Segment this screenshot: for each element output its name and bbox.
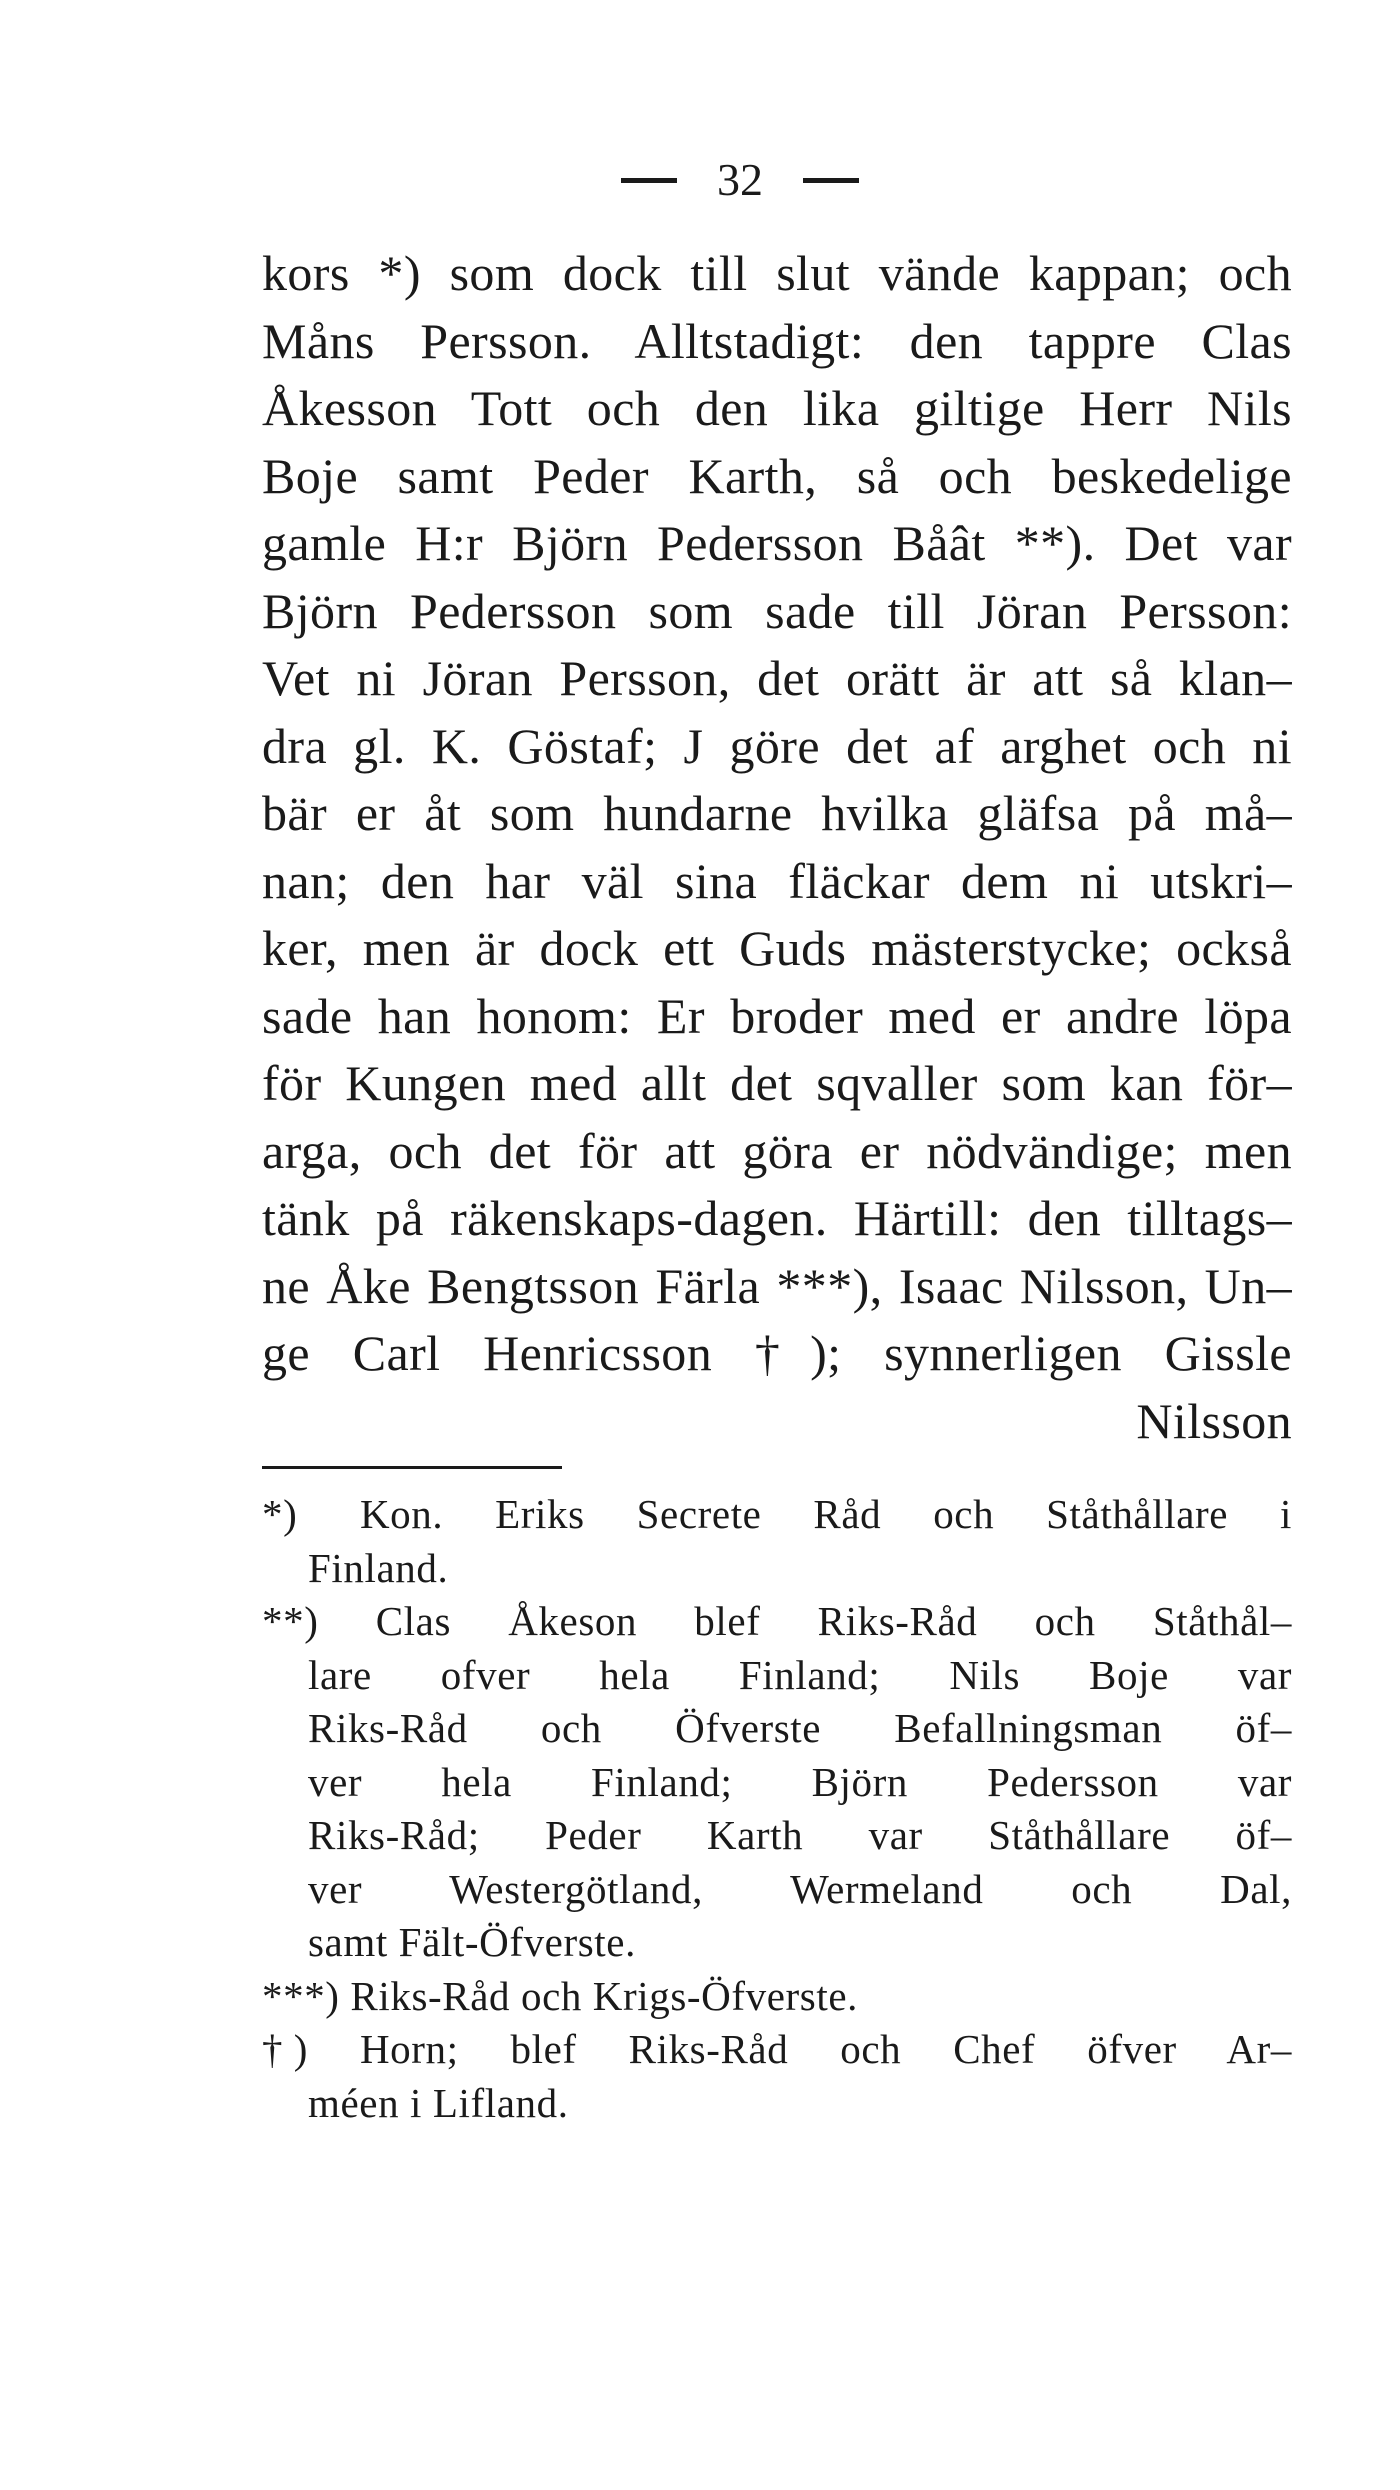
text-line: ker, men är dock ett Guds mästerstycke; också (262, 920, 1292, 976)
footnote-line: méen i Lifland. (308, 2079, 569, 2126)
text-line: ge Carl Henricsson †); synnerligen Gissle (262, 1325, 1292, 1381)
text-line: kors *) som dock till slut vände kappan; och (262, 245, 1292, 301)
footnote-line (262, 1595, 1292, 1649)
catchword: Nilsson (1136, 1392, 1292, 1449)
text-line: bär er åt som hundarne hvilka gläfsa på må– (262, 785, 1292, 841)
text-line: dra gl. K. Göstaf; J göre det af arghet och ni (262, 717, 1292, 774)
footnote-line: samt Fält-Öfverste. (308, 1919, 636, 1965)
page-header (560, 150, 920, 210)
text-line: Björn Pedersson som sade till Jöran Persson: (262, 582, 1292, 639)
footnote-line (262, 2023, 1292, 2077)
text-line: gamle H:r Björn Pedersson Båât **). Det var (262, 515, 1292, 571)
footnote-text: Kon. Eriks Secrete Råd och Ståthållare i (359, 1491, 1292, 1537)
footnote-mark: **) (262, 1598, 319, 1644)
text-line: sade han honom: Er broder med er andre löpa (262, 987, 1292, 1044)
text-line: nan; den har väl sina fläckar dem ni utskri– (262, 852, 1292, 909)
page-number: 32 (717, 154, 763, 205)
footnote-line: Riks-Råd; Peder Karth var Ståthållare öf– (308, 1812, 1292, 1858)
footnote-mark: *) (262, 1491, 298, 1537)
text-line: Måns Persson. Alltstadigt: den tappre Clas (262, 312, 1292, 369)
footnote-divider (262, 1466, 562, 1469)
footnote-line (262, 1970, 1292, 2024)
body-text (262, 240, 1292, 1455)
text-line: arga, och det för att göra er nödvändige; men (262, 1122, 1292, 1179)
text-line: Boje samt Peder Karth, så och beskedelige (262, 447, 1292, 504)
footnote-line: lare ofver hela Finland; Nils Boje var (308, 1651, 1292, 1698)
header-dash-left (621, 178, 677, 183)
text-line: ne Åke Bengtsson Färla ***), Isaac Nilsson, Un– (262, 1257, 1292, 1314)
text-line: Vet ni Jöran Persson, det orätt är att så klan– (262, 650, 1292, 706)
footnote-mark: †) (262, 2026, 308, 2072)
footnote-text: Riks-Råd och Krigs-Öfverste. (350, 1972, 858, 2019)
footnote-text: Horn; blef Riks-Råd och Chef öfver Ar– (359, 2026, 1292, 2072)
footnote-line: ver hela Finland; Björn Pedersson var (308, 1758, 1292, 1805)
footnote-line: Finland. (308, 1544, 449, 1591)
footnote-line: Riks-Råd och Öfverste Befallningsman öf– (308, 1705, 1292, 1751)
footnote-text: Clas Åkeson blef Riks-Råd och Ståthål– (375, 1598, 1292, 1644)
footnote-line (262, 1488, 1292, 1542)
text-line: tänk på räkenskaps-dagen. Härtill: den tilltags– (262, 1190, 1292, 1246)
text-line: Åkesson Tott och den lika giltige Herr Nils (262, 380, 1292, 436)
footnotes (262, 1488, 1292, 2130)
footnote-line: ver Westergötland, Wermeland och Dal, (308, 1865, 1292, 1912)
header-dash-right (803, 178, 859, 183)
text-line: för Kungen med allt det sqvaller som kan för– (262, 1055, 1292, 1111)
footnote-mark: ***) (262, 1972, 340, 2019)
